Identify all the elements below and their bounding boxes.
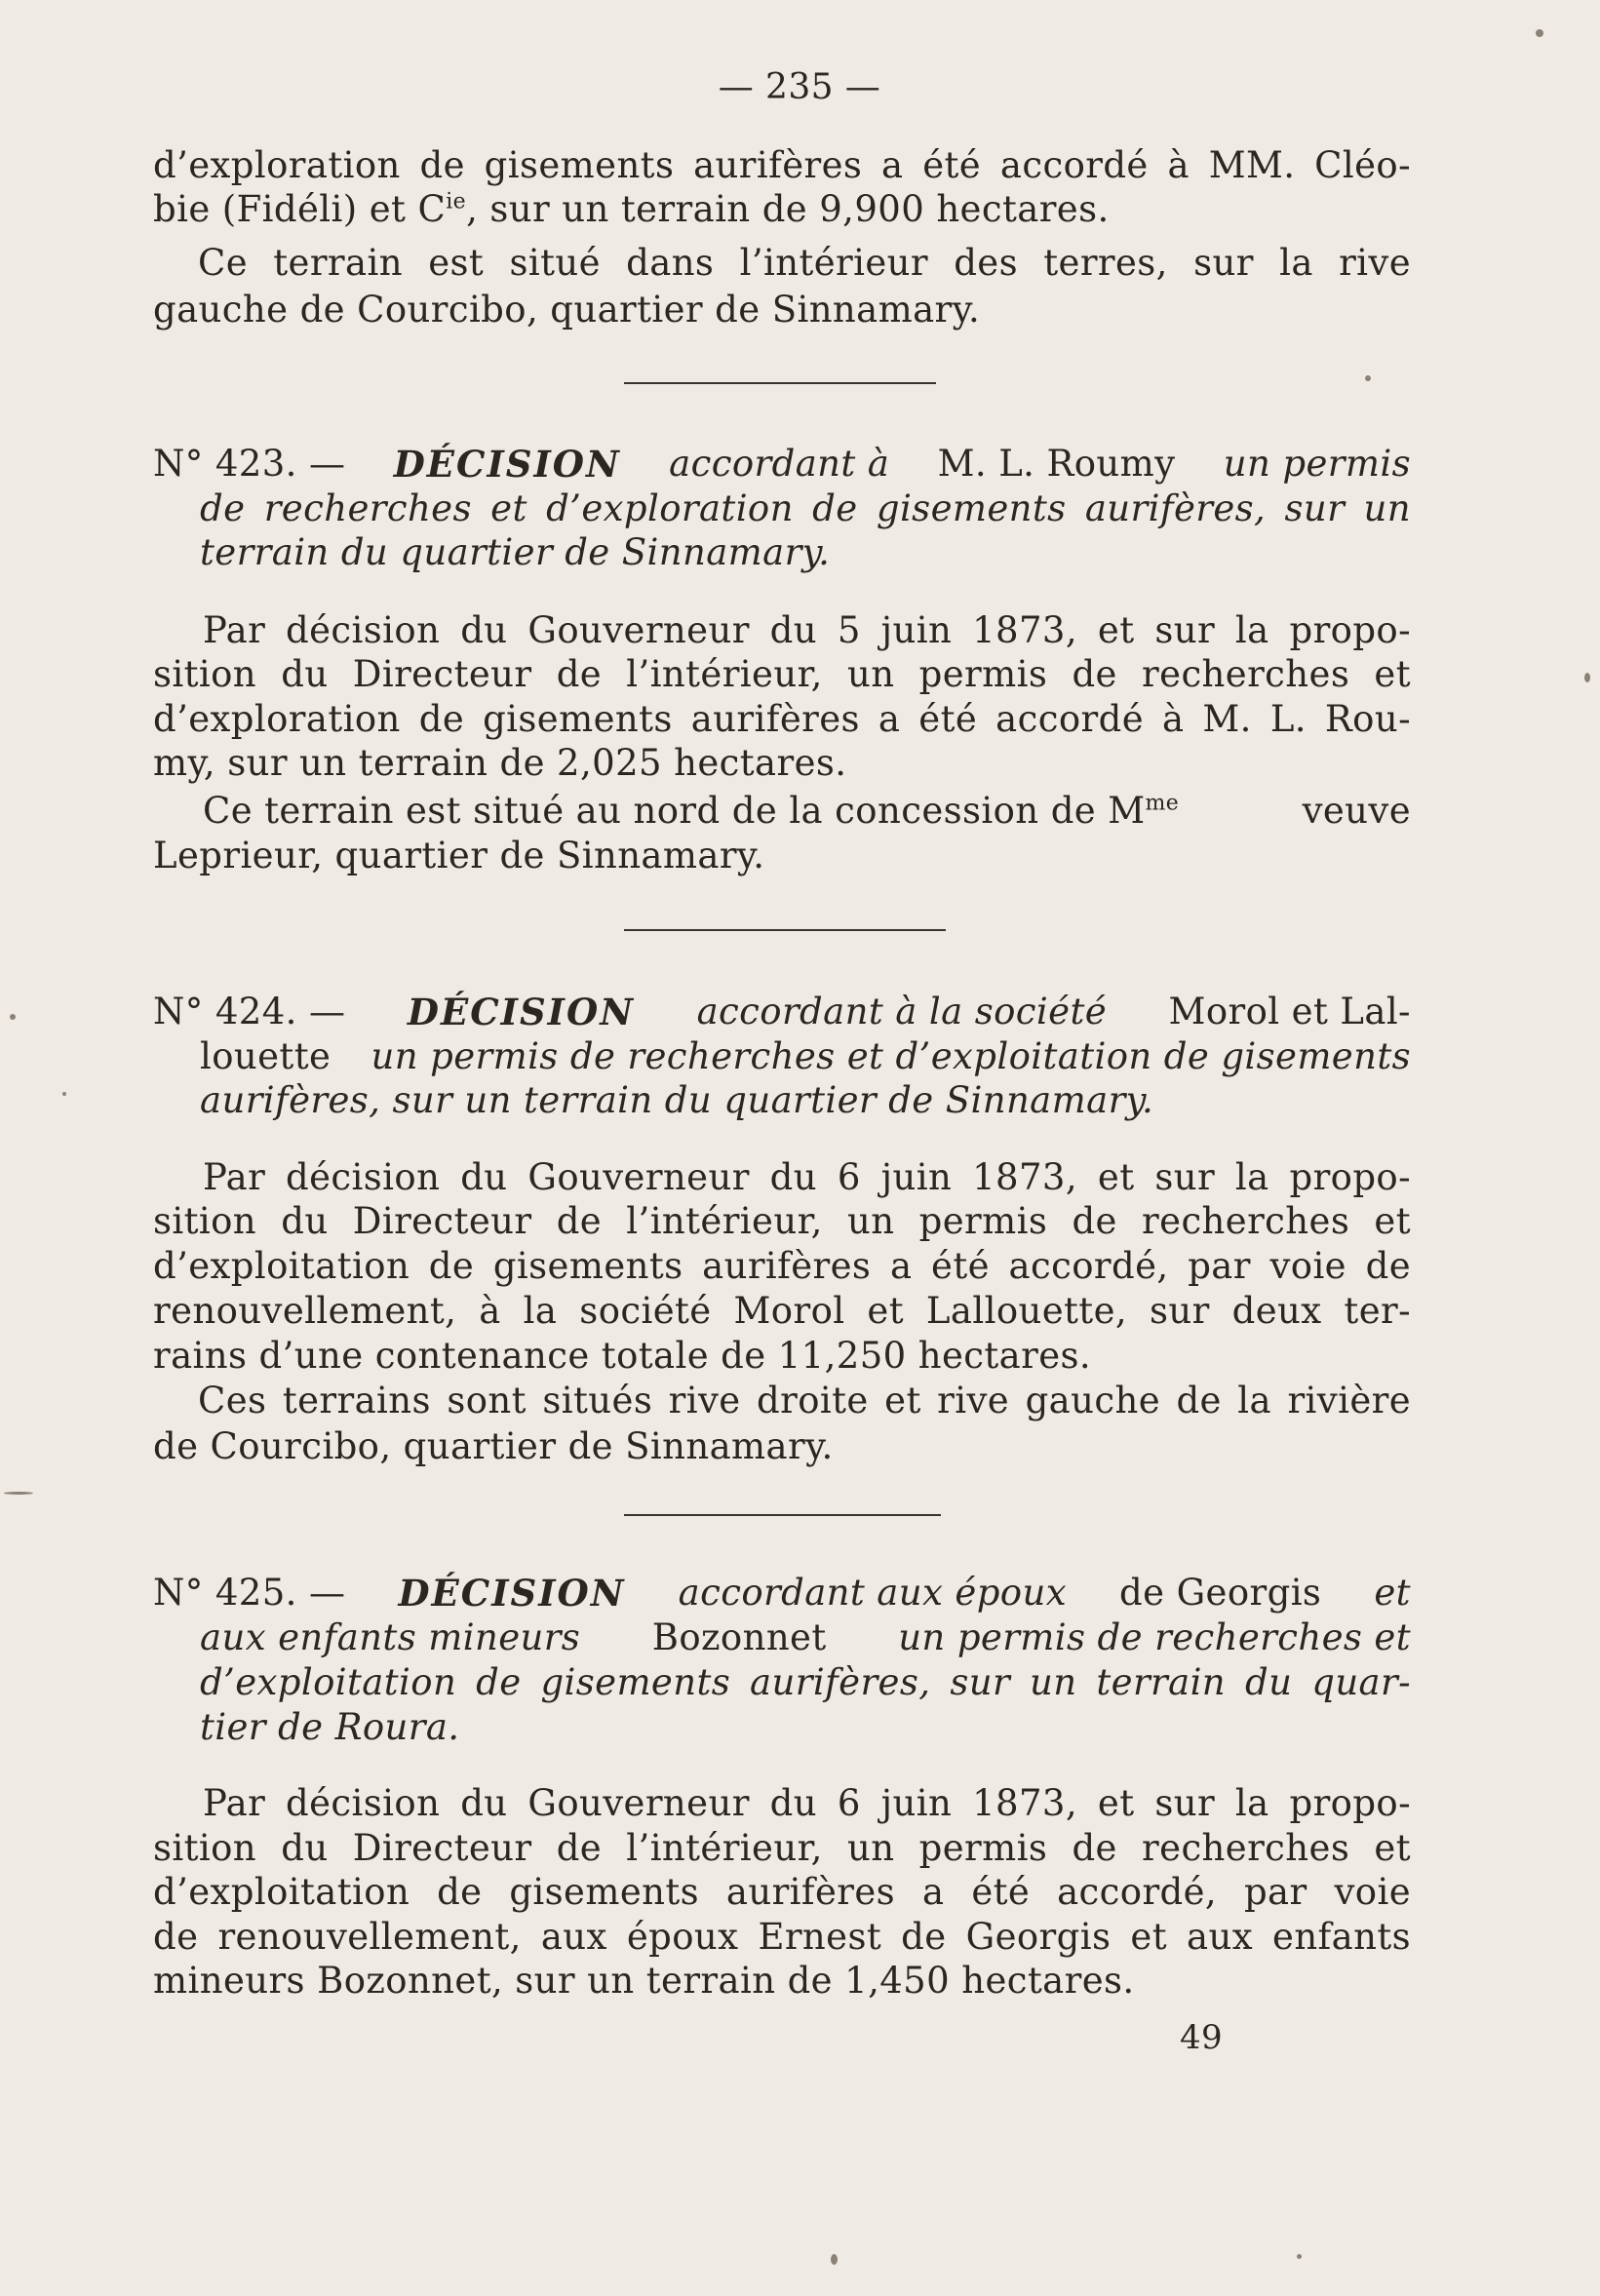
text-line: gauche de Courcibo, quartier de Sinnamary. xyxy=(153,289,981,331)
text-line: Par décision du Gouverneur du 6 juin 1873, et sur la propo- xyxy=(203,1782,1411,1824)
text-line: Ces terrains sont situés rive droite et rive gauche de la rivière xyxy=(198,1380,1411,1421)
text-line: de Courcibo, quartier de Sinnamary. xyxy=(153,1425,834,1467)
paper-speck xyxy=(1365,375,1371,381)
text-line: Ce terrain est situé dans l’intérieur des terres, sur la rive xyxy=(198,242,1411,284)
text-line: terrain du quartier de Sinnamary. xyxy=(200,531,831,573)
text-span: accordant aux époux xyxy=(678,1572,1067,1614)
text-span xyxy=(203,790,1179,833)
text-line: my, sur un terrain de 2,025 hectares. xyxy=(153,742,847,784)
paper-speck xyxy=(10,1014,16,1020)
signature-mark: 49 xyxy=(1180,2018,1224,2057)
text-span: Morol et Lal- xyxy=(1168,991,1411,1032)
paper-speck xyxy=(1297,2254,1302,2259)
decision-keyword: DÉCISION xyxy=(398,1572,626,1615)
decision-heading xyxy=(153,1572,1411,1615)
text-line: sition du Directeur de l’intérieur, un permis de recherches et xyxy=(153,1827,1411,1869)
paper-speck xyxy=(831,2254,838,2265)
decision-number: N° 423. — xyxy=(153,443,346,485)
text-span: bie (Fidéli) et C xyxy=(153,188,447,230)
text-span: Ce terrain est situé au nord de la concession de M xyxy=(203,790,1146,832)
text-span: , sur un terrain de 9,900 hectares. xyxy=(466,188,1110,230)
superscript: me xyxy=(1145,791,1180,816)
text-line: d’exploitation de gisements aurifères a été accordé, par voie xyxy=(153,1871,1411,1913)
decision-heading xyxy=(153,443,1411,486)
text-span: veuve xyxy=(1302,790,1411,832)
text-line: d’exploration de gisements aurifères a été accordé à MM. Cléo- xyxy=(153,144,1411,186)
text-line: Par décision du Gouverneur du 6 juin 1873, et sur la propo- xyxy=(203,1156,1411,1198)
text-span: de Georgis xyxy=(1119,1572,1322,1614)
text-line: mineurs Bozonnet, sur un terrain de 1,450 hectares. xyxy=(153,1960,1135,2002)
text-line: renouvellement, à la société Morol et Lallouette, sur deux ter- xyxy=(153,1290,1411,1332)
decision-heading xyxy=(153,991,1411,1033)
text-span: accordant à xyxy=(669,443,890,485)
text-span: un permis xyxy=(1223,443,1411,485)
decision-keyword: DÉCISION xyxy=(393,443,621,486)
decision-number: N° 425. — xyxy=(153,1572,346,1614)
text-line: tier de Roura. xyxy=(200,1706,460,1748)
text-span: louette xyxy=(200,1035,332,1077)
text-line: d’exploration de gisements aurifères a été accordé à M. L. Rou- xyxy=(153,698,1411,740)
superscript: ie xyxy=(446,189,467,214)
text-line: rains d’une contenance totale de 11,250 hectares. xyxy=(153,1335,1092,1377)
paper-speck xyxy=(62,1092,66,1096)
text-line: d’exploitation de gisements aurifères, sur un terrain du quar- xyxy=(200,1661,1411,1703)
text-span: accordant à la société xyxy=(696,991,1108,1032)
text-line: Leprieur, quartier de Sinnamary. xyxy=(153,835,765,876)
text-line: d’exploitation de gisements aurifères a été accordé, par voie de xyxy=(153,1245,1411,1287)
text-span: et xyxy=(1374,1572,1411,1614)
paper-speck xyxy=(4,1492,33,1495)
text-span: un permis de recherches et xyxy=(898,1616,1411,1658)
section-divider xyxy=(624,382,936,384)
paper-speck xyxy=(1584,673,1590,682)
text-line: aurifères, sur un terrain du quartier de Sinnamary. xyxy=(200,1079,1154,1121)
text-span: M. L. Roumy xyxy=(937,443,1176,485)
text-line: sition du Directeur de l’intérieur, un permis de recherches et xyxy=(153,1200,1411,1242)
text-span: Bozonnet xyxy=(651,1616,827,1658)
text-line xyxy=(203,790,1411,833)
text-line: de renouvellement, aux époux Ernest de Georgis et aux enfants xyxy=(153,1916,1411,1958)
section-divider xyxy=(624,1514,941,1516)
text-line: de recherches et d’exploration de gisements aurifères, sur un xyxy=(200,487,1411,529)
text-span: un permis de recherches et d’exploitation de gisements xyxy=(371,1035,1411,1077)
decision-number: N° 424. — xyxy=(153,991,346,1032)
text-line: sition du Directeur de l’intérieur, un permis de recherches et xyxy=(153,653,1411,695)
text-line xyxy=(200,1035,1411,1078)
text-span: aux enfants mineurs xyxy=(200,1616,581,1658)
text-line xyxy=(153,188,1411,231)
decision-keyword: DÉCISION xyxy=(407,991,636,1033)
page-number: — 235 — xyxy=(718,67,881,107)
text-line: Par décision du Gouverneur du 5 juin 1873, et sur la propo- xyxy=(203,609,1411,651)
paper-speck xyxy=(1536,29,1543,37)
section-divider xyxy=(624,929,946,931)
text-line xyxy=(200,1616,1411,1659)
